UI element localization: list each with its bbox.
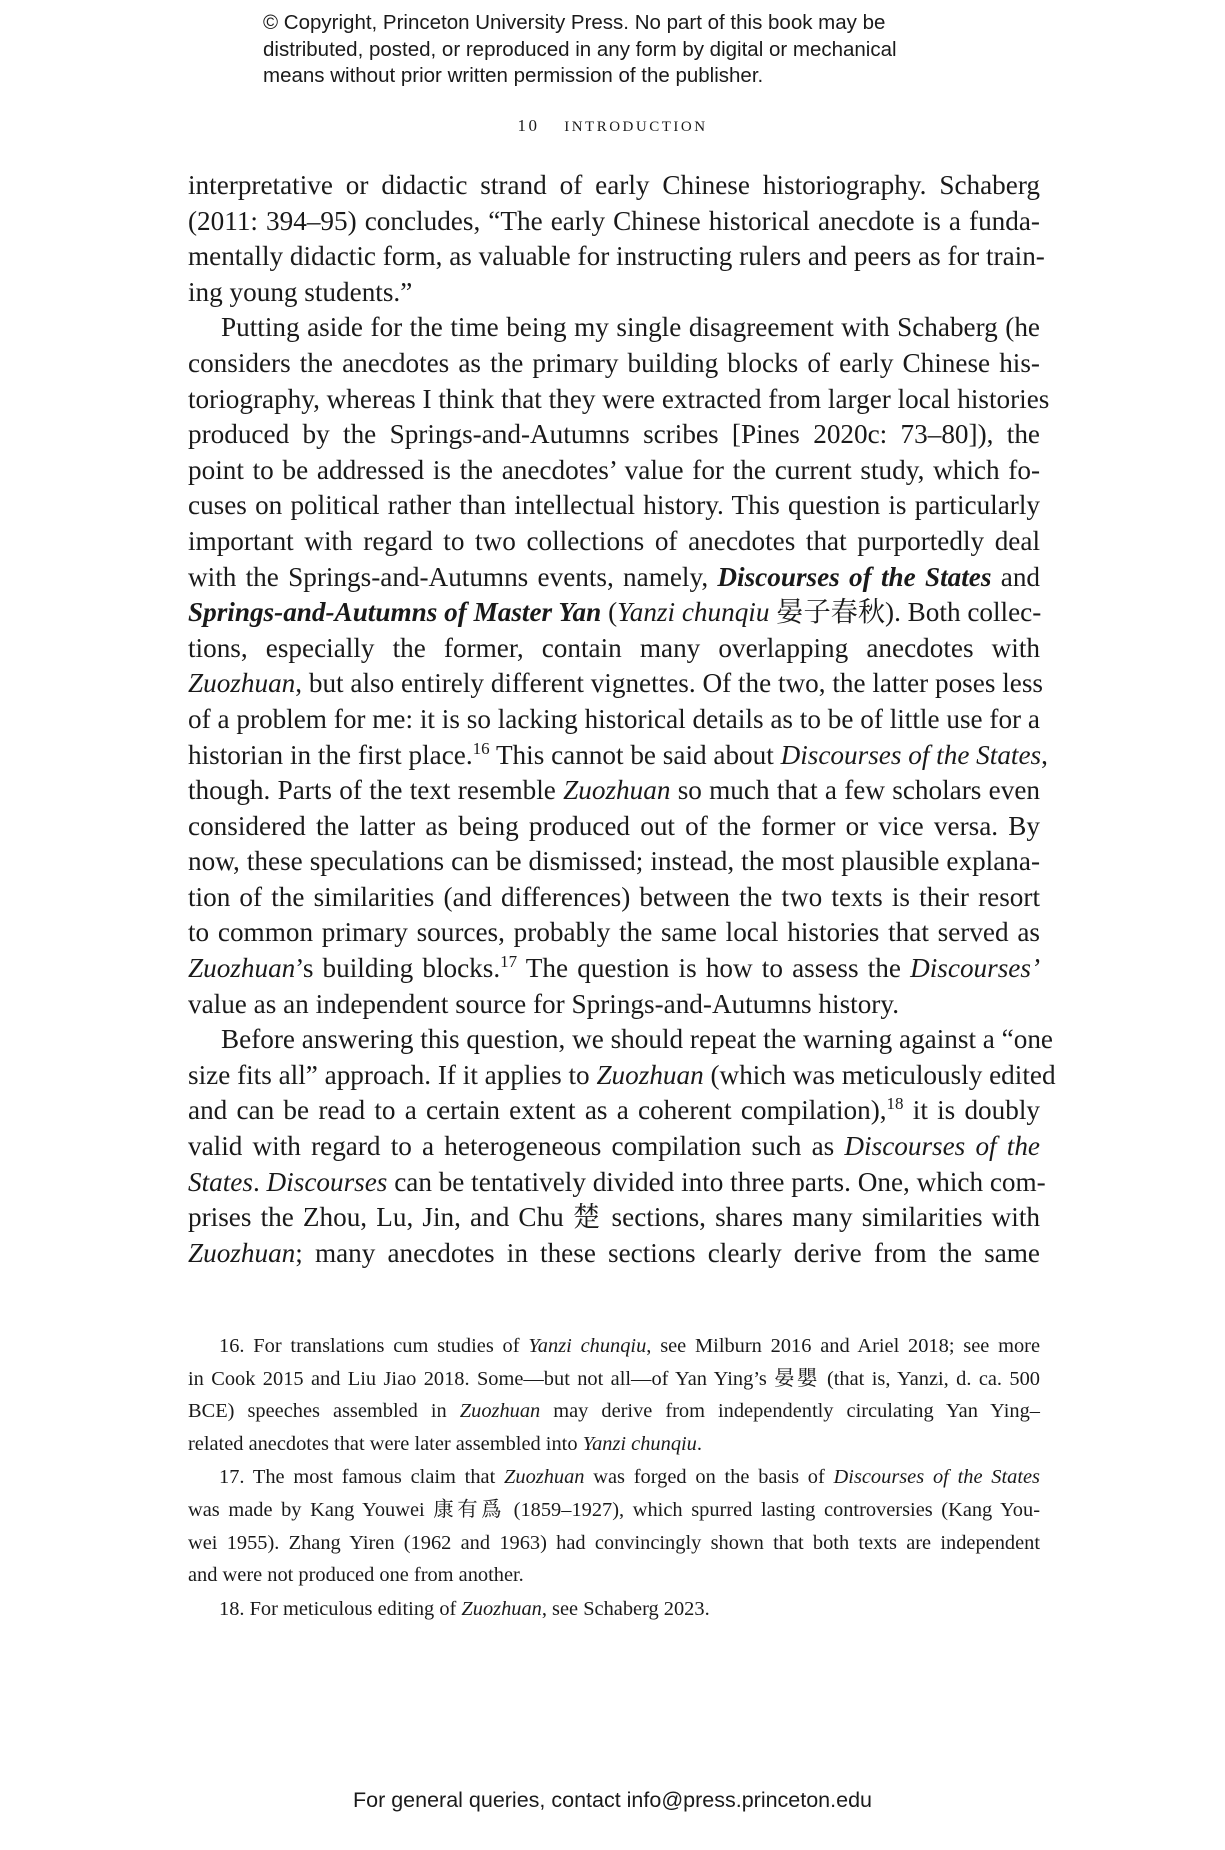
text-line: Zuozhuan, but also entirely different vignettes. Of the two, the latter poses less [188, 668, 1043, 699]
chapter-title: introduction [564, 112, 708, 136]
text-line: now, these speculations can be dismissed; instead, the most plausible explana- [188, 846, 1040, 877]
footnote-ref: 18 [886, 1094, 904, 1114]
footnotes [188, 1330, 1040, 1626]
text-line: was made by Kang Youwei 康有爲 (1859–1927), which spurred lasting controversies (Kang You- [188, 1498, 1040, 1521]
text-line: mentally didactic form, as valuable for instructing rulers and peers as for train- [188, 241, 1045, 272]
text-line: (2011: 394–95) concludes, “The early Chinese historical anecdote is a funda- [188, 205, 1040, 236]
text-line: 16. For translations cum studies of Yanzi chunqiu, see Milburn 2016 and Ariel 2018; see more [219, 1335, 1041, 1357]
book-title: Discourses of the States [717, 561, 992, 592]
text-line: size fits all” approach. If it applies to Zuozhuan (which was meticulously edited [188, 1059, 1056, 1090]
text-line: and were not produced one from another. [188, 1564, 524, 1587]
main-text [188, 168, 1056, 1271]
text-line: Zuozhuan’s building blocks.$^{17}$ The question is how to assess the Discourses’ [188, 952, 1040, 984]
copyright-notice [263, 10, 1023, 90]
text-line: though. Parts of the text resemble Zuozhuan so much that a few scholars even [188, 775, 1040, 806]
text-line: of a problem for me: it is so lacking historical details as to be of little use for a [188, 703, 1040, 734]
text-line: point to be addressed is the anecdotes’ value for the current study, which fo- [188, 454, 1040, 485]
footnote-ref: 17 [500, 952, 518, 971]
text-line: Putting aside for the time being my single disagreement with Schaberg (he [221, 312, 1040, 343]
copyright-line: distributed, posted, or reproduced in any form by digital or mechanical [263, 37, 897, 61]
paragraph [188, 168, 1045, 310]
text-line: Springs-and-Autumns of Master Yan (Yanzi chunqiu 晏子春秋). Both collec- [188, 597, 1042, 628]
text-line: 17. The most famous claim that Zuozhuan was forged on the basis of Discourses of the States [219, 1466, 1040, 1489]
text-line: value as an independent source for Springs-and-Autumns history. [188, 988, 899, 1019]
page-number: 10 [517, 116, 540, 135]
text-line: States. Discourses can be tentatively divided into three parts. One, which com- [188, 1166, 1046, 1197]
text-line: ing young students.” [188, 276, 413, 307]
text-line: cuses on political rather than intellectual history. This question is particularly [188, 490, 1040, 521]
book-title: Springs-and-Autumns of Master Yan [188, 597, 602, 628]
copyright-line: means without prior written permission of the publisher. [263, 64, 764, 87]
paragraph [188, 1022, 1056, 1271]
text-line: with the Springs-and-Autumns events, namely, Discourses of the States and [188, 561, 1041, 592]
text-line: considers the anecdotes as the primary building blocks of early Chinese his- [188, 347, 1040, 378]
footnote-ref: 16 [472, 738, 490, 758]
text-line: tion of the similarities (and differences) between the two texts is their resort [188, 881, 1040, 912]
text-line: to common primary sources, probably the same local histories that served as [188, 917, 1040, 948]
footnote-18 [188, 1593, 1040, 1626]
text-line: wei 1955). Zhang Yiren (1962 and 1963) had convincingly shown that both texts are independent [188, 1531, 1040, 1554]
text-line: Zuozhuan; many anecdotes in these sections clearly derive from the same [188, 1237, 1040, 1268]
text-line: Before answering this question, we should repeat the warning against a “one [221, 1024, 1053, 1055]
text-line: important with regard to two collections of anecdotes that purportedly deal [188, 525, 1040, 556]
running-head [0, 112, 1225, 137]
text-line: interpretative or didactic strand of early Chinese historiography. Schaberg [188, 170, 1040, 200]
text-line: tions, especially the former, contain many overlapping anecdotes with [188, 632, 1040, 663]
text-line: considered the latter as being produced out of the former or vice versa. By [188, 810, 1040, 841]
text-line: prises the Zhou, Lu, Jin, and Chu 楚 sections, shares many similarities with [188, 1202, 1040, 1233]
text-line: toriography, whereas I think that they were extracted from larger local histories [188, 383, 1050, 414]
text-line: produced by the Springs-and-Autumns scribes [Pines 2020c: 73–80]), the [188, 419, 1040, 450]
footnote-16 [188, 1330, 1040, 1460]
text-line: and can be read to a certain extent as a coherent compilation),$^{18}$ it is doubly [188, 1094, 1040, 1126]
text-line: 18. For meticulous editing of Zuozhuan, see Schaberg 2023. [219, 1597, 710, 1620]
text-line: historian in the first place.$^{16}$ This cannot be said about Discourses of the States, [188, 738, 1048, 770]
paragraph [188, 310, 1050, 1022]
text-line: related anecdotes that were later assembled into Yanzi chunqiu. [188, 1432, 702, 1455]
text-line: BCE) speeches assembled in Zuozhuan may derive from independently circulating Yan Ying– [188, 1400, 1040, 1423]
text-line: in Cook 2015 and Liu Jiao 2018. Some—but not all—of Yan Ying’s 晏嬰 (that is, Yanzi, d. ca. 500 [188, 1367, 1040, 1390]
text-line: valid with regard to a heterogeneous compilation such as Discourses of the [188, 1131, 1040, 1162]
copyright-line: © Copyright, Princeton University Press. No part of this book may be [263, 11, 886, 34]
footnote-17 [188, 1461, 1040, 1591]
footer-contact: For general queries, contact info@press.princeton.edu [352, 1788, 872, 1812]
